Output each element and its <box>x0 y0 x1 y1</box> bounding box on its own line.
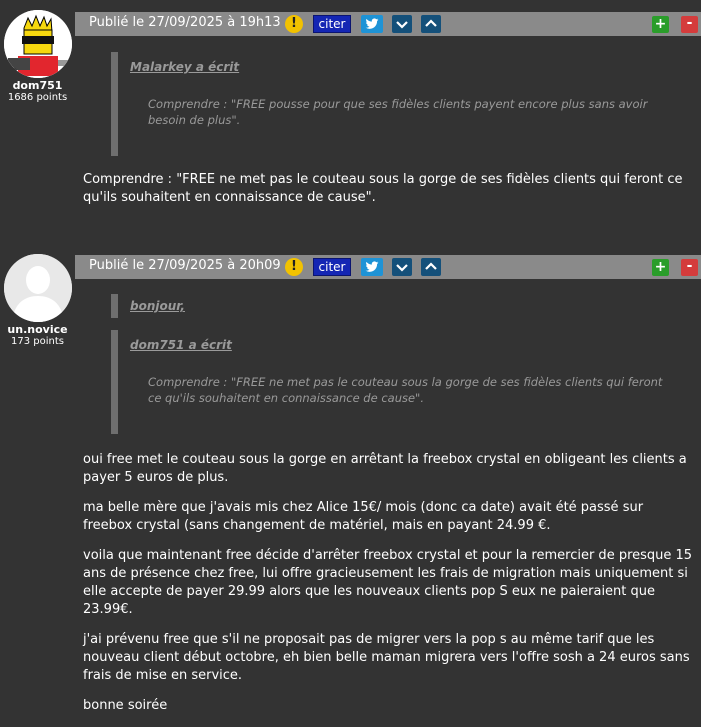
quote-text: Comprendre : "FREE pousse pour que ses fidèles clients payent encore plus sans avoir besoin de plus". <box>148 97 648 127</box>
downvote-button[interactable]: - <box>681 16 698 33</box>
cite-button[interactable]: citer <box>313 15 351 33</box>
post-paragraph: ma belle mère que j'avais mis chez Alice 15€/ mois (donc ca date) avait été passé sur freebox crystal (sans changement de matériel, mais en payant 24.99 €. <box>83 500 644 533</box>
chevron-up-icon[interactable] <box>421 258 441 276</box>
quote-block <box>111 330 691 434</box>
quote-block <box>111 52 691 156</box>
report-warning-icon[interactable]: ! <box>285 258 303 276</box>
post-paragraph: j'ai prévenu free que s'il ne proposait pas de migrer vers la pop s au même tarif que les nouveau client début octobre, eh bien belle maman migrera vers l'offre sosh a 24 euros sans frais de mise en service. <box>83 632 690 683</box>
avatar[interactable] <box>4 254 72 322</box>
chevron-down-icon[interactable] <box>392 15 412 33</box>
default-user-icon <box>4 254 72 322</box>
author-points: 173 points <box>11 336 64 347</box>
quote-author[interactable]: dom751 a écrit <box>130 338 232 352</box>
report-warning-icon[interactable]: ! <box>285 15 303 33</box>
author-name[interactable]: un.novice <box>7 323 68 336</box>
twitter-share-icon[interactable] <box>361 258 383 276</box>
quote-author[interactable]: Malarkey a écrit <box>130 60 240 74</box>
post-paragraph: oui free met le couteau sous la gorge en arrêtant la freebox crystal en obligeant les clients a payer 5 euros de plus. <box>83 452 687 485</box>
post-date: Publié le 27/09/2025 à 20h09 <box>89 258 281 273</box>
post-paragraph: Comprendre : "FREE ne met pas le couteau sous la gorge de ses fidèles clients qui feront ce qu'ils souhaitent en connaissance de cause". <box>83 172 683 205</box>
author-name[interactable]: dom751 <box>12 79 63 92</box>
downvote-button[interactable]: - <box>681 259 698 276</box>
avatar[interactable] <box>4 10 72 78</box>
post-paragraph: voila que maintenant free décide d'arrêter freebox crystal et pour la remercier de presque 15 ans de présence chez free, lui offre gracieusement les frais de migration mais uniquement si elle accepte de payer 29.99 alors que les nouveaux clients pop S eux ne paieraient que 23.99€. <box>83 548 693 617</box>
cite-button[interactable]: citer <box>313 258 351 276</box>
chevron-up-icon[interactable] <box>421 15 441 33</box>
post-1 <box>0 0 701 240</box>
quote-author[interactable]: bonjour, <box>130 299 185 313</box>
author-points: 1686 points <box>7 92 68 103</box>
upvote-button[interactable]: + <box>652 259 669 276</box>
post-paragraph: bonne soirée <box>83 698 168 713</box>
quote-text: Comprendre : "FREE ne met pas le couteau sous la gorge de ses fidèles clients qui feront ce qu'ils souhaitent en connaissance de cause". <box>148 375 663 405</box>
post-body <box>83 171 693 219</box>
post-date: Publié le 27/09/2025 à 19h13 <box>89 15 281 30</box>
post-author <box>0 10 75 104</box>
bart-avatar-icon <box>4 10 72 78</box>
post-body <box>83 451 693 727</box>
post-2 <box>0 240 701 724</box>
post-header <box>75 255 701 279</box>
twitter-share-icon[interactable] <box>361 15 383 33</box>
upvote-button[interactable]: + <box>652 16 669 33</box>
post-header <box>75 12 701 36</box>
chevron-down-icon[interactable] <box>392 258 412 276</box>
post-author <box>0 254 75 348</box>
quote-block-outer <box>111 294 691 318</box>
